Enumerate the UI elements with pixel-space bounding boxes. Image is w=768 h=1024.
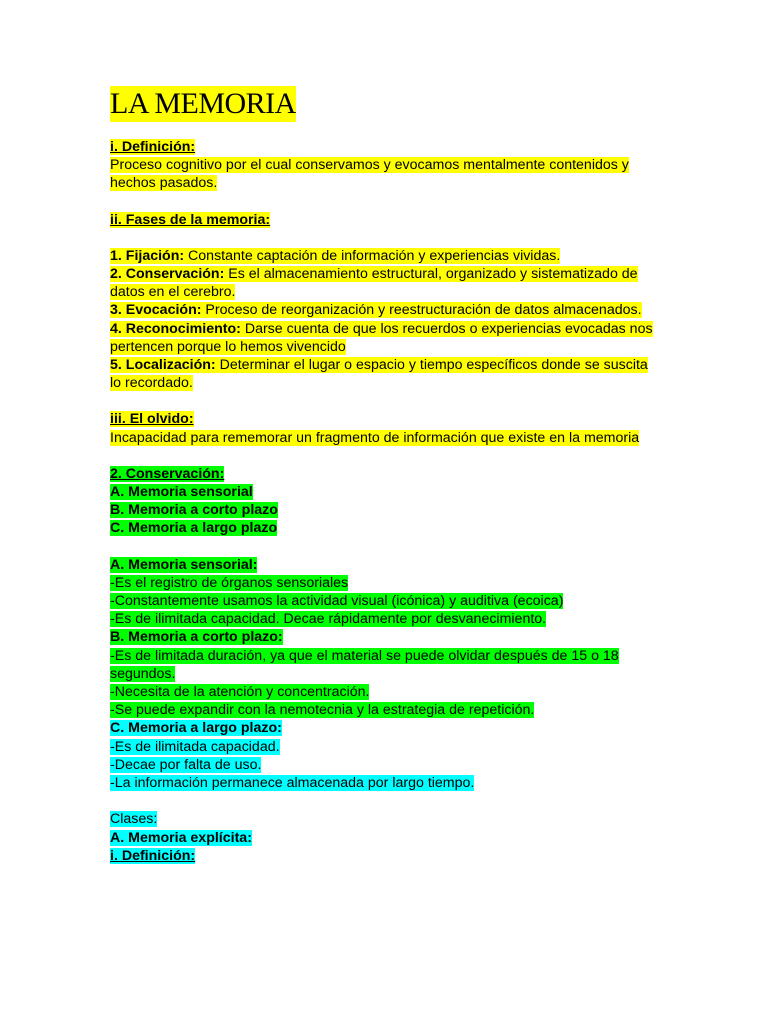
short-term-item: -Es de limitada duración, ya que el material se puede olvidar después de 15 o 18 segundos. [110, 647, 619, 682]
phase-text: Es el almacenamiento estructural, organizado y sistematizado de datos en el cerebro. [110, 266, 638, 301]
long-term-item: -La información permanece almacenada por largo tiempo. [110, 775, 475, 792]
conservation-item: A. Memoria sensorial [110, 484, 253, 501]
conservation-item: C. Memoria a largo plazo [110, 520, 278, 537]
sensory-item: -Constantemente usamos la actividad visual (icónica) y auditiva (ecoica) [110, 593, 564, 610]
phases-heading: ii. Fases de la memoria: [110, 211, 271, 228]
short-term-item: -Necesita de la atención y concentración. [110, 684, 370, 701]
document-page [110, 86, 655, 865]
sensory-heading: A. Memoria sensorial: [110, 556, 258, 573]
explicit-definition-heading: i. Definición: [110, 847, 196, 864]
phase-text: Darse cuenta de que los recuerdos o experiencias evocadas nos pertencen porque lo hemos vivencido [110, 320, 653, 355]
phase-item [110, 356, 655, 392]
classes-label: Clases: [110, 811, 158, 828]
long-term-item: -Es de ilimitada capacidad. [110, 738, 280, 755]
explicit-memory-heading: A. Memoria explícita: [110, 829, 252, 846]
phase-label: 5. Localización: [110, 357, 216, 374]
conservation-heading: 2. Conservación: [110, 465, 225, 482]
phase-label: 3. Evocación: [110, 302, 202, 319]
phase-text: Constante captación de información y experiencias vividas. [184, 247, 561, 264]
short-term-heading: B. Memoria a corto plazo: [110, 629, 283, 646]
phase-item [110, 247, 655, 265]
phase-label: 4. Reconocimiento: [110, 320, 241, 337]
conservation-item: B. Memoria a corto plazo [110, 502, 278, 519]
phase-text: Determinar el lugar o espacio y tiempo específicos donde se suscita lo recordado. [110, 357, 648, 392]
phase-label: 1. Fijación: [110, 247, 185, 264]
long-term-heading: C. Memoria a largo plazo: [110, 720, 282, 737]
definition-heading: i. Definición: [110, 139, 196, 155]
phase-label: 2. Conservación: [110, 266, 225, 283]
forgetting-heading: iii. El olvido: [110, 411, 194, 428]
phase-item [110, 301, 655, 319]
short-term-item: -Se puede expandir con la nemotecnia y la estrategia de repetición. [110, 702, 535, 719]
phase-item [110, 320, 655, 356]
phase-item [110, 265, 655, 301]
definition-text: Proceso cognitivo por el cual conservamos y evocamos mentalmente contenidos y hechos pasados. [110, 157, 629, 192]
page-title: LA MEMORIA [110, 87, 296, 120]
sensory-item: -Es de ilimitada capacidad. Decae rápidamente por desvanecimiento. [110, 611, 547, 628]
sensory-item: -Es el registro de órganos sensoriales [110, 574, 349, 591]
forgetting-text: Incapacidad para rememorar un fragmento de información que existe en la memoria [110, 429, 640, 446]
phase-text: Proceso de reorganización y reestructuración de datos almacenados. [201, 302, 642, 319]
long-term-item: -Decae por falta de uso. [110, 756, 262, 773]
